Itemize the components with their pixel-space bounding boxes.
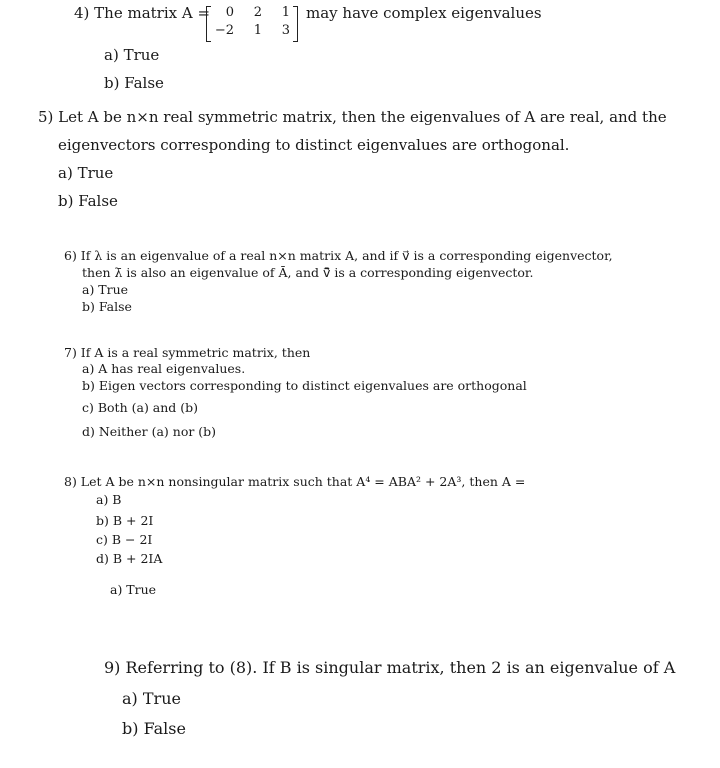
q9-option-a: a) True bbox=[122, 689, 181, 708]
q5-option-a: a) True bbox=[58, 164, 114, 182]
matrix-left-bracket bbox=[206, 6, 211, 42]
q6-option-b: b) False bbox=[82, 299, 132, 314]
q5-option-b: b) False bbox=[58, 192, 118, 210]
matrix-cell: 1 bbox=[281, 5, 290, 20]
q4-option-a: a) True bbox=[104, 46, 160, 64]
q8-option-d: d) B + 2IA bbox=[96, 551, 163, 566]
matrix-cell: 0 bbox=[225, 5, 234, 20]
q4-option-b: b) False bbox=[104, 74, 164, 92]
matrix-cell: 1 bbox=[253, 23, 262, 38]
matrix-cell: 2 bbox=[253, 5, 262, 20]
q8-option-a: a) B bbox=[96, 492, 122, 507]
q6-line2: then λ̄ is also an eigenvalue of Ā, and v⃗̄ is a corresponding eigenvector. bbox=[82, 265, 534, 280]
q7-line1: 7) If A is a real symmetric matrix, then bbox=[64, 345, 311, 360]
q8-option-b: b) B + 2I bbox=[96, 513, 154, 528]
q7-option-c: c) Both (a) and (b) bbox=[82, 400, 199, 415]
q7-option-b: b) Eigen vectors corresponding to distinct eigenvalues are orthogonal bbox=[82, 378, 527, 393]
q4-suffix: may have complex eigenvalues bbox=[306, 4, 542, 22]
q5-line2: eigenvectors corresponding to distinct eigenvalues are orthogonal. bbox=[58, 136, 570, 154]
q7-option-d: d) Neither (a) nor (b) bbox=[82, 424, 217, 439]
matrix-right-bracket bbox=[293, 6, 298, 42]
q8-option-c: c) B − 2I bbox=[96, 532, 153, 547]
q9-line1: 9) Referring to (8). If B is singular matrix, then 2 is an eigenvalue of A bbox=[104, 658, 676, 677]
q8-line1: 8) Let A be n×n nonsingular matrix such that A⁴ = ABA² + 2A³, then A = bbox=[64, 474, 526, 489]
q7-option-a: a) A has real eigenvalues. bbox=[82, 361, 246, 376]
matrix-cell: 3 bbox=[281, 23, 290, 38]
q4-prefix: 4) The matrix A = bbox=[74, 4, 211, 22]
q4-matrix bbox=[206, 4, 298, 42]
q5-line1: 5) Let A be n×n real symmetric matrix, then the eigenvalues of A are real, and the bbox=[38, 108, 667, 126]
q9-option-b: b) False bbox=[122, 719, 186, 738]
q6-line1: 6) If λ is an eigenvalue of a real n×n matrix A, and if v⃗ is a corresponding eigenvector, bbox=[64, 248, 613, 263]
q6-option-a: a) True bbox=[82, 282, 129, 297]
q8-answer: a) True bbox=[110, 582, 157, 597]
matrix-cell: −2 bbox=[214, 23, 234, 38]
